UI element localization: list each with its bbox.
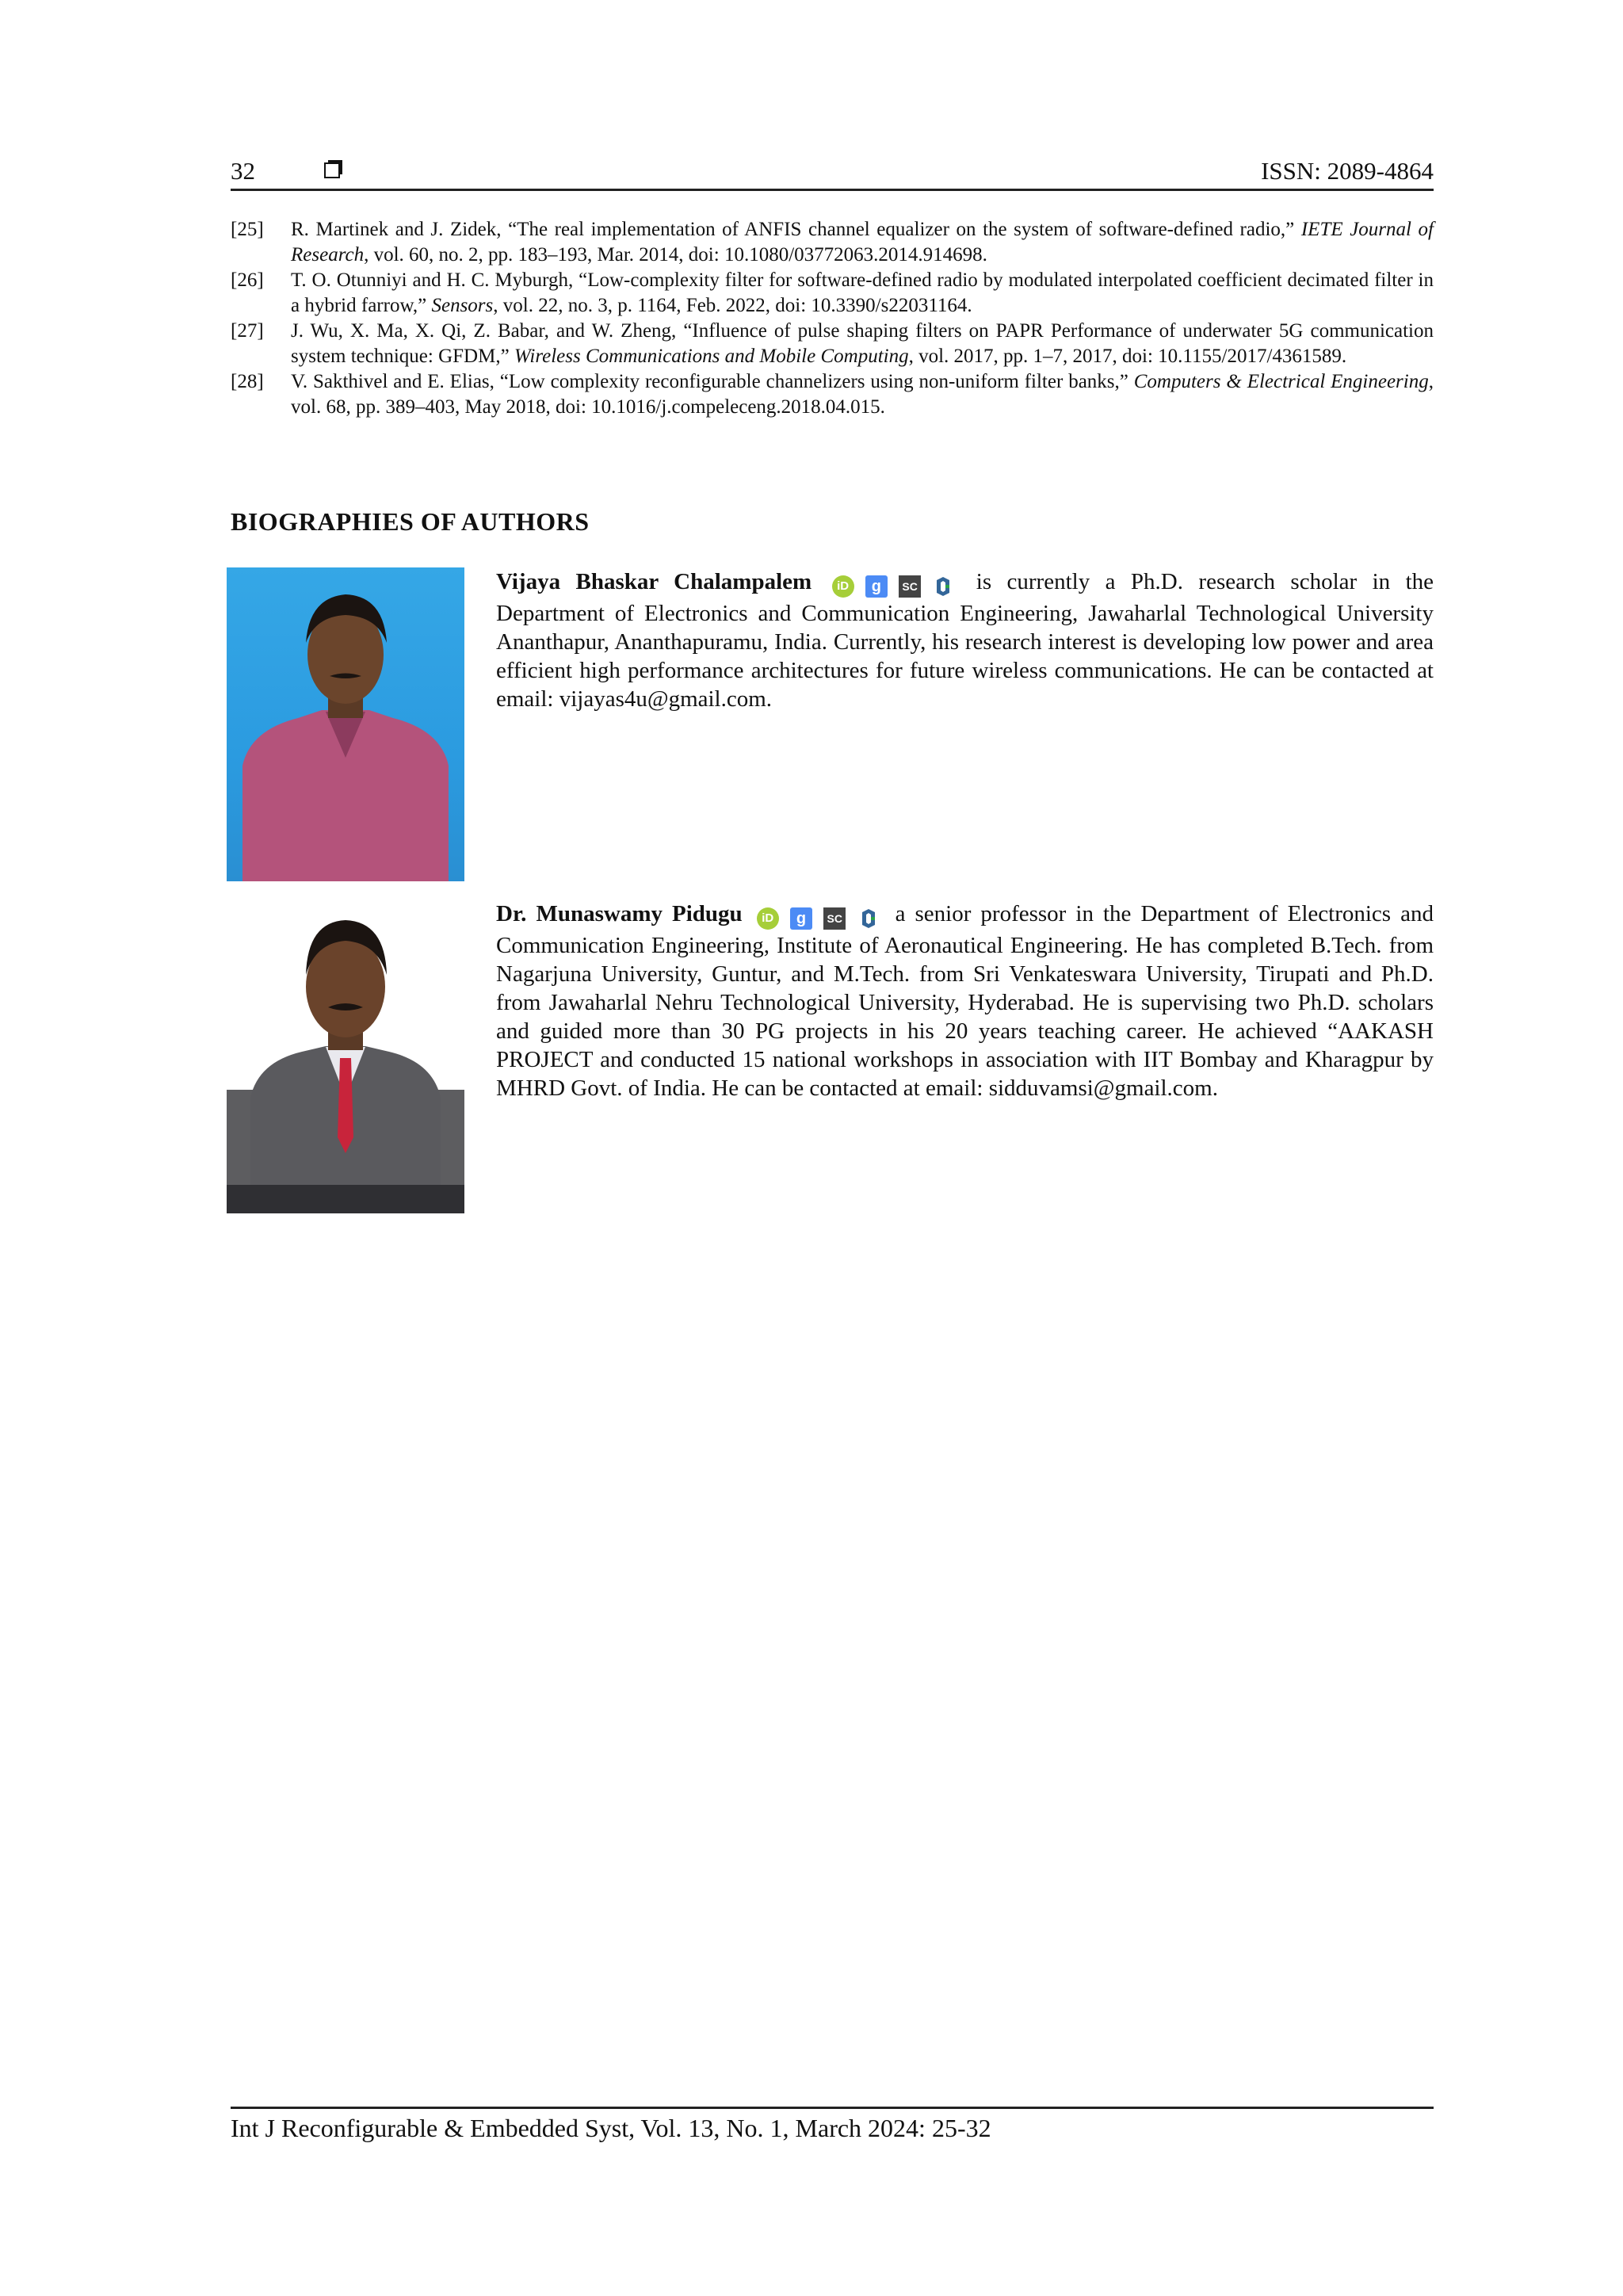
page-header xyxy=(231,154,1434,191)
scopus-icon[interactable]: SC xyxy=(899,575,921,598)
author-bio-description: is currently a Ph.D. research scholar in the Department of Electronics and Communication Engineering, Jawaharlal Technological University Ananthapur, Ananthapuramu, India. Currently, his research interest is developing low power and area efficient high performance architectures for future wireless communications. He can be contacted at email: vijayas4u@gmail.com. xyxy=(496,569,1434,712)
reference-text: J. Wu, X. Ma, X. Qi, Z. Babar, and W. Zheng, “Influence of pulse shaping filters on PAPR Performance of underwater 5G communication system technique: GFDM,” Wireless Communications and Mobile Computing, vol. 2017, pp. 1–7, 2017, doi: 10.1155/2017/4361589. xyxy=(291,320,1434,367)
author-bio xyxy=(227,900,1434,1213)
author-name: Dr. Munaswamy Pidugu xyxy=(496,901,743,926)
journal-citation: Int J Reconfigurable & Embedded Syst, Vol. 13, No. 1, March 2024: 25-32 xyxy=(231,2114,991,2142)
author-name: Vijaya Bhaskar Chalampalem xyxy=(496,569,812,594)
journal-title: IETE Journal of Research xyxy=(291,219,1434,266)
profile-icons xyxy=(832,571,955,599)
author-bio-text xyxy=(496,900,1434,1102)
scopus-icon[interactable]: SC xyxy=(823,907,846,930)
reference-item xyxy=(231,319,1434,369)
publons-icon[interactable] xyxy=(857,907,880,930)
reference-number: [27] xyxy=(231,320,264,342)
reference-item xyxy=(231,369,1434,420)
author-photo xyxy=(227,567,464,881)
biographies-heading: BIOGRAPHIES OF AUTHORS xyxy=(231,507,590,536)
orcid-icon[interactable]: iD xyxy=(757,907,779,930)
reference-text: R. Martinek and J. Zidek, “The real implementation of ANFIS channel equalizer on the system of software-defined radio,” IETE Journal of Research, vol. 60, no. 2, pp. 183–193, Mar. 2014, doi: 10.1080/03772063.2014.914698. xyxy=(291,219,1434,266)
journal-title: Computers & Electrical Engineering xyxy=(1133,371,1429,392)
author-bio-description: a senior professor in the Department of Electronics and Communication Engineering, Institute of Aeronautical Engineering. He has completed B.Tech. from Nagarjuna University, Guntur, and M.Tech. from Sri Venkateswara University, Tirupati and Ph.D. from Jawaharlal Nehru Technological University, Hyderabad. He is supervising two Ph.D. scholars and guided more than 30 PG projects in his 20 years teaching career. He achieved “AAKASH PROJECT and conducted 15 national workshops in association with IIT Bombay and Kharagpur by MHRD Govt. of India. He can be contacted at email: sidduvamsi@gmail.com. xyxy=(496,901,1434,1101)
google-scholar-icon[interactable]: g xyxy=(790,907,812,930)
author-portrait-icon xyxy=(227,567,464,881)
page-footer xyxy=(231,2107,1434,2143)
google-scholar-icon[interactable]: g xyxy=(865,575,888,598)
author-bio xyxy=(227,567,1434,881)
reference-number: [26] xyxy=(231,269,264,291)
reference-number: [28] xyxy=(231,371,264,392)
publons-icon[interactable] xyxy=(932,575,954,598)
reference-item xyxy=(231,217,1434,268)
author-bio-text xyxy=(496,567,1434,713)
journal-title: Sensors xyxy=(431,295,494,316)
reference-list xyxy=(231,217,1434,420)
journal-title: Wireless Communications and Mobile Computing xyxy=(514,346,909,367)
profile-icons xyxy=(757,903,880,931)
box-bullet-icon xyxy=(324,159,343,178)
page-number: 32 xyxy=(231,157,255,185)
reference-item xyxy=(231,268,1434,319)
issn-label: ISSN: 2089-4864 xyxy=(1261,157,1434,185)
reference-number: [25] xyxy=(231,219,264,240)
reference-text: T. O. Otunniyi and H. C. Myburgh, “Low-complexity filter for software-defined radio by modulated interpolated coefficient decimated filter in a hybrid farrow,” Sensors, vol. 22, no. 3, p. 1164, Feb. 2022, doi: 10.3390/s22031164. xyxy=(291,269,1434,316)
author-portrait-icon xyxy=(227,900,464,1213)
reference-text: V. Sakthivel and E. Elias, “Low complexity reconfigurable channelizers using non-uniform filter banks,” Computers & Electrical Engineering, vol. 68, pp. 389–403, May 2018, doi: 10.1016/j.compeleceng.2018.04.015. xyxy=(291,371,1434,418)
author-photo xyxy=(227,900,464,1213)
orcid-icon[interactable]: iD xyxy=(832,575,854,598)
